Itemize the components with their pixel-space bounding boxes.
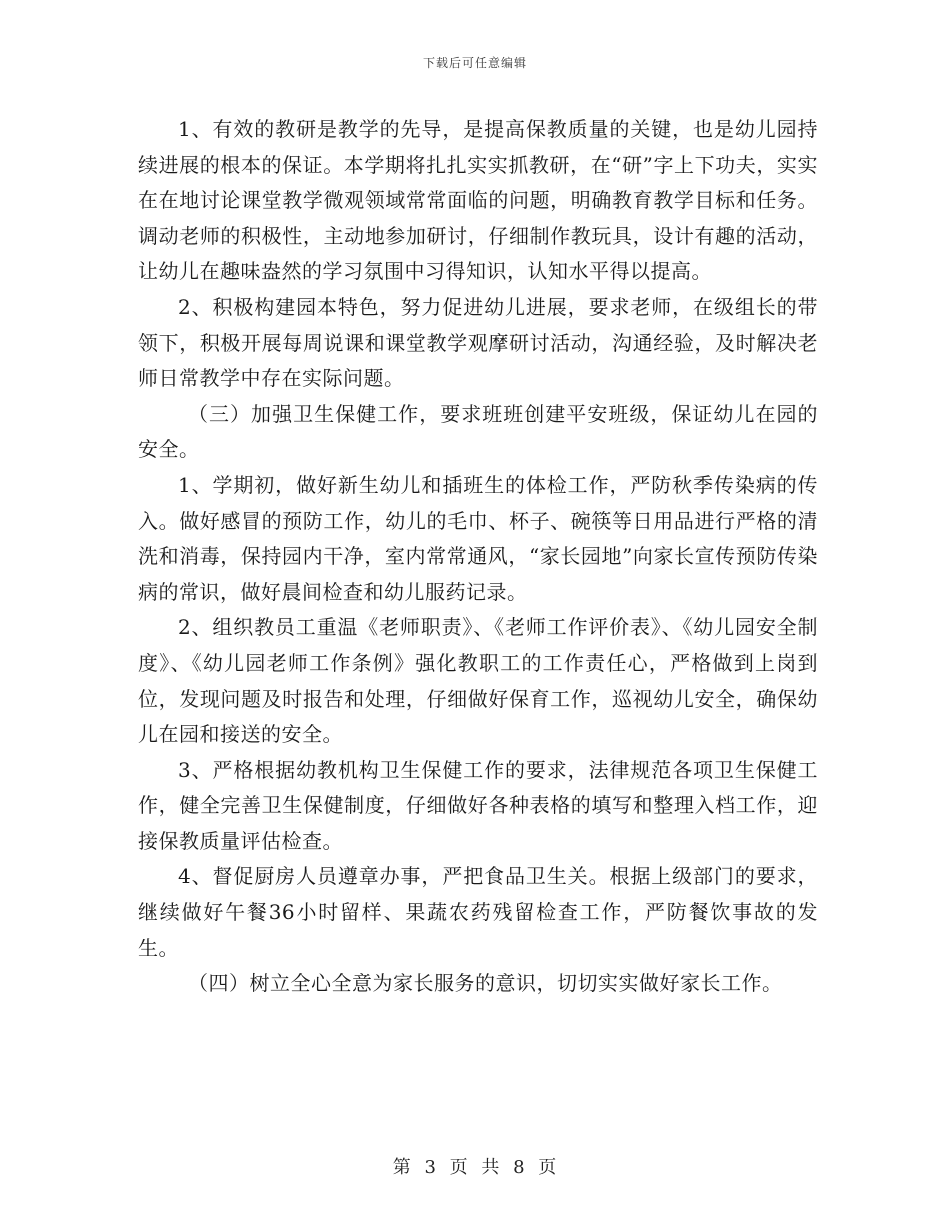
paragraph-health-3: 3、严格根据幼教机构卫生保健工作的要求，法律规范各项卫生保健工作，健全完善卫生保健制度，仔细做好各种表格的填写和整理入档工作，迎接保教质量评估检查。	[138, 757, 818, 853]
paragraph-health-4: 4、督促厨房人员遵章办事，严把食品卫生关。根据上级部门的要求，继续做好午餐36小时留样、果蔬农药残留检查工作，严防餐饮事故的发生。	[138, 864, 818, 960]
header-note: 下载后可任意编辑	[422, 56, 527, 70]
document-body	[138, 112, 818, 1002]
footer-total-word: 共	[481, 1157, 501, 1178]
footer-prefix: 第	[392, 1157, 412, 1178]
paragraph-health-2: 2、组织教员工重温《老师职责》、《老师工作评价表》、《幼儿园安全制度》、《幼儿园老师工作条例》强化教职工的工作责任心，严格做到上岗到位，发现问题及时报告和处理，仔细做好保育工作，巡视幼儿安全，确保幼儿在园和接送的安全。	[138, 615, 818, 747]
paragraph-research-1: 1、有效的教研是教学的先导，是提高保教质量的关键，也是幼儿园持续进展的根本的保证。本学期将扎扎实实抓教研，在“研”字上下功夫，实实在在地讨论课堂教学微观领域常常面临的问题，明确教育教学目标和任务。调动老师的积极性，主动地参加研讨，仔细制作教玩具，设计有趣的活动，让幼儿在趣味盎然的学习氛围中习得知识，认知水平得以提高。	[138, 117, 818, 284]
paragraph-health-1: 1、学期初，做好新生幼儿和插班生的体检工作，严防秋季传染病的传入。做好感冒的预防工作，幼儿的毛巾、杯子、碗筷等日用品进行严格的清洗和消毒，保持园内干净，室内常常通风，“家长园地”向家长宣传预防传染病的常识，做好晨间检查和幼儿服药记录。	[138, 472, 818, 604]
footer-suffix: 页	[538, 1157, 558, 1178]
paragraph-research-2: 2、积极构建园本特色，努力促进幼儿进展，要求老师，在级组长的带领下，积极开展每周说课和课堂教学观摩研讨活动，沟通经验，及时解决老师日常教学中存在实际问题。	[138, 294, 818, 391]
current-page-number: 3	[424, 1157, 437, 1178]
page-footer	[0, 1153, 950, 1179]
footer-page-word: 页	[449, 1157, 469, 1178]
section-heading-health: （三）加强卫生保健工作，要求班班创建平安班级，保证幼儿在园的安全。	[138, 401, 818, 462]
total-pages-number: 8	[513, 1157, 526, 1178]
section-heading-parents: （四）树立全心全意为家长服务的意识，切切实实做好家长工作。	[188, 971, 783, 996]
